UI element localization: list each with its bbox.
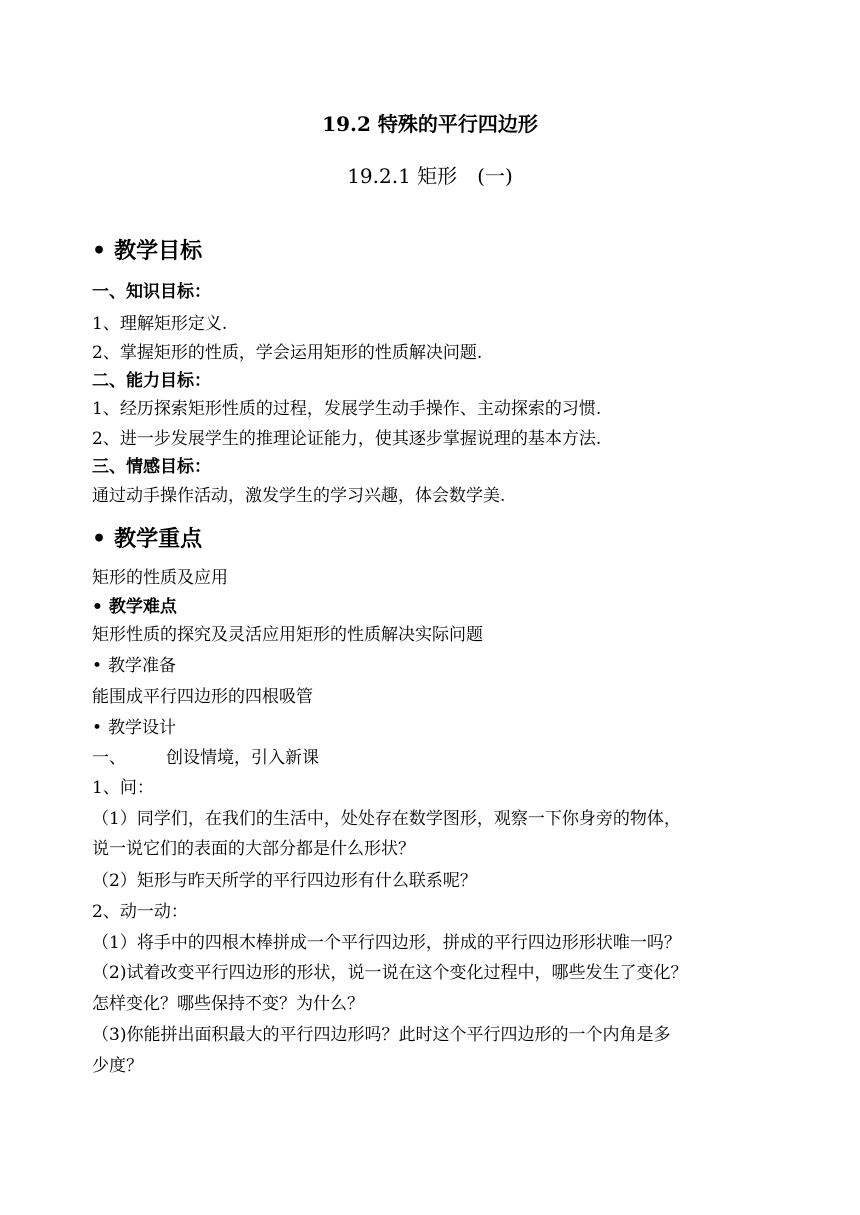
emotion-heading: 三、情感目标： xyxy=(92,457,211,477)
question-1-line-1: （1）同学们，在我们的生活中，处处存在数学图形，观察一下你身旁的物体， xyxy=(92,809,681,829)
objectives-heading xyxy=(92,234,202,265)
objectives-heading-text: 教学目标 xyxy=(114,238,203,264)
difficulties-heading xyxy=(92,596,177,618)
key-points-heading-text: 教学重点 xyxy=(114,526,203,552)
question-label: 1、问： xyxy=(92,778,154,798)
bullet-icon: • xyxy=(92,718,103,738)
page-subtitle: 19.2.1 矩形 (一) xyxy=(347,164,513,188)
knowledge-item-2: 2、掌握矩形的性质，学会运用矩形的性质解决问题. xyxy=(92,343,483,363)
difficulties-heading-text: 教学难点 xyxy=(108,597,177,617)
activity-2-line-1: （2)试着改变平行四边形的形状，说一说在这个变化过程中，哪些发生了变化？ xyxy=(92,963,688,983)
preparation-text: 能围成平行四边形的四根吸管 xyxy=(92,687,313,707)
question-2: （2）矩形与昨天所学的平行四边形有什么联系呢？ xyxy=(92,871,477,891)
preparation-heading xyxy=(92,655,176,677)
design-heading xyxy=(92,717,176,739)
design-heading-text: 教学设计 xyxy=(108,718,177,738)
activity-1: （1）将手中的四根木棒拼成一个平行四边形，拼成的平行四边形形状唯一吗？ xyxy=(92,933,681,953)
question-1-line-2: 说一说它们的表面的大部分都是什么形状？ xyxy=(92,839,415,859)
activity-3-line-1: （3)你能拼出面积最大的平行四边形吗？此时这个平行四边形的一个内角是多 xyxy=(92,1025,671,1045)
key-points-heading xyxy=(92,522,202,553)
knowledge-item-1: 1、理解矩形定义. xyxy=(92,314,228,334)
bullet-icon: • xyxy=(92,597,103,617)
page-title: 19.2 特殊的平行四边形 xyxy=(322,112,538,136)
preparation-heading-text: 教学准备 xyxy=(108,656,177,676)
activity-3-line-2: 少度？ xyxy=(92,1056,143,1076)
activity-2-line-2: 怎样变化？哪些保持不变？为什么？ xyxy=(92,994,364,1014)
step1-title: 创设情境，引入新课 xyxy=(166,748,319,768)
emotion-item-1: 通过动手操作活动，激发学生的学习兴趣，体会数学美. xyxy=(92,486,506,506)
ability-item-2: 2、进一步发展学生的推理论证能力，使其逐步掌握说理的基本方法. xyxy=(92,429,602,449)
bullet-icon: • xyxy=(92,238,107,264)
ability-item-1: 1、经历探索矩形性质的过程，发展学生动手操作、主动探索的习惯. xyxy=(92,399,602,419)
knowledge-heading: 一、知识目标： xyxy=(92,282,211,302)
step1-number: 一、 xyxy=(92,748,126,768)
step1-line xyxy=(92,747,319,769)
bullet-icon: • xyxy=(92,656,103,676)
activity-label: 2、动一动： xyxy=(92,902,188,922)
key-points-text: 矩形的性质及应用 xyxy=(92,568,228,588)
ability-heading: 二、能力目标： xyxy=(92,371,211,391)
difficulties-text: 矩形性质的探究及灵活应用矩形的性质解决实际问题 xyxy=(92,625,483,645)
bullet-icon: • xyxy=(92,526,107,552)
